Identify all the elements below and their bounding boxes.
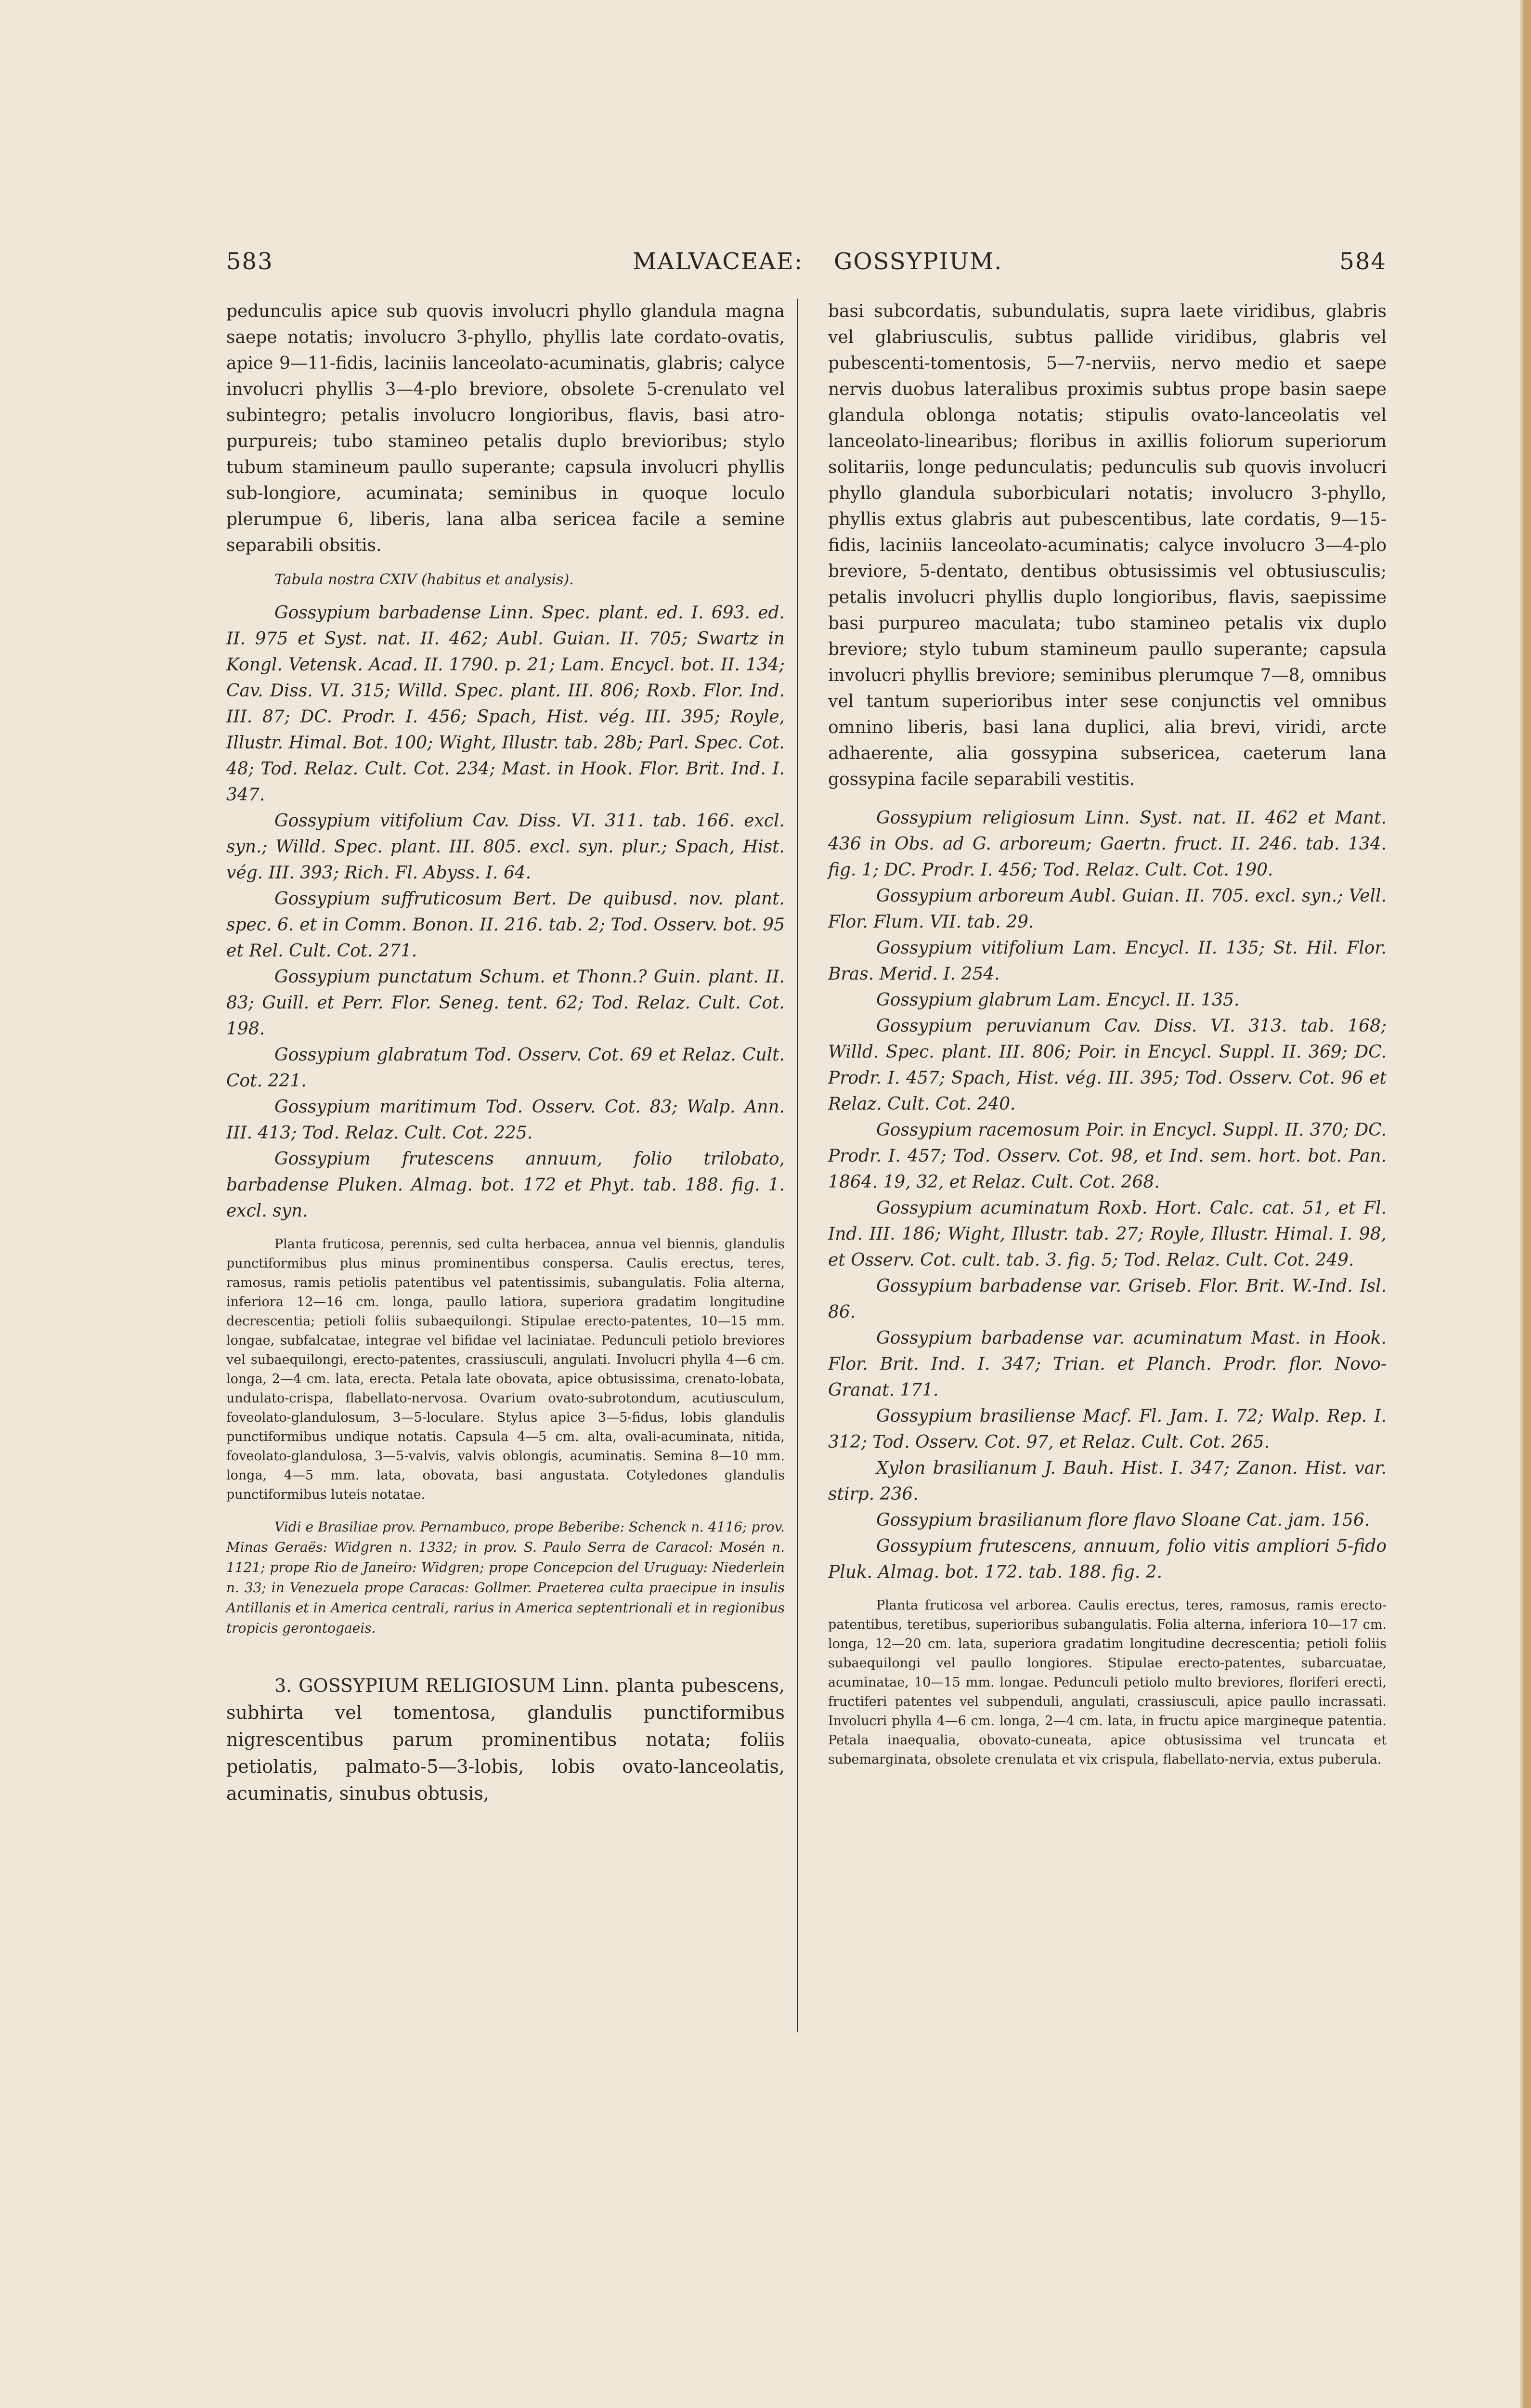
right-running-title: GOSSYPIUM. xyxy=(834,248,1003,275)
right-page-number: 584 xyxy=(1339,248,1387,275)
synonym-entry: Xylon brasilianum J. Bauh. Hist. I. 347; Zanon. Hist. var. stirp. 236. xyxy=(828,1458,1387,1504)
synonym-entry: Gossypium barbadense var. Griseb. Flor. Brit. W.-Ind. Isl. 86. xyxy=(828,1276,1387,1322)
left-page-number: 583 xyxy=(226,248,273,275)
synonym-entry: Gossypium glabratum Tod. Osserv. Cot. 69 et Relaz. Cult. Cot. 221. xyxy=(226,1045,785,1091)
page-edge xyxy=(1523,0,1531,2408)
synonym-entry: Gossypium punctatum Schum. et Thonn.? Guin. plant. II. 83; Guill. et Perr. Flor. Seneg. tent. 62; Tod. Relaz. Cult. Cot. 198. xyxy=(226,967,785,1039)
synonym-entry: Gossypium arboreum Aubl. Guian. II. 705. excl. syn.; Vell. Flor. Flum. VII. tab. 29. xyxy=(828,886,1387,932)
synonym-entry: Gossypium maritimum Tod. Osserv. Cot. 83; Walp. Ann. III. 413; Tod. Relaz. Cult. Cot. 225. xyxy=(226,1097,785,1143)
detailed-description: Planta fruticosa vel arborea. Caulis erectus, teres, ramosus, ramis erecto-patentibus, teretibus, superioribus subangulatis. Folia alterna, inferiora 10—17 cm. longa, 12—20 cm. lata, superiora gradatim longitudine decrescentia; petioli foliis subaequilongi vel paullo longiores. Stipulae erecto-patentes, subarcuatae, acuminatae, 10—15 mm. longae. Pedunculi petiolo multo breviores, floriferi erecti, fructiferi patentes vel subpenduli, angulati, crassiusculi, apice paullo incrassati. Involucri phylla 4—6 cm. longa, 2—4 cm. lata, in fructu apice margineque patentia. Petala inaequalia, obovato-cuneata, apice obtusissima vel truncata et subemarginata, obsolete crenulata et vix crispula, flabellato-nervia, extus puberula. xyxy=(828,1598,1387,1767)
column-divider xyxy=(797,299,798,2032)
left-running-title: MALVACEAE: xyxy=(633,248,803,275)
synonym-entry: Gossypium frutescens, annuum, folio vitis ampliori 5-fido Pluk. Almag. bot. 172. tab. 188. fig. 2. xyxy=(828,1536,1387,1582)
synonym-entry: Gossypium barbadense var. acuminatum Mast. in Hook. Flor. Brit. Ind. I. 347; Trian. et Planch. Prodr. flor. Novo-Granat. 171. xyxy=(828,1328,1387,1400)
synonym-entry: Gossypium barbadense Linn. Spec. plant. ed. I. 693. ed. II. 975 et Syst. nat. II. 462; Aubl. Guian. II. 705; Swartz in Kongl. Vetensk. Acad. II. 1790. p. 21; Lam. Encycl. bot. II. 134; Cav. Diss. VI. 315; Willd. Spec. plant. III. 806; Roxb. Flor. Ind. III. 87; DC. Prodr. I. 456; Spach, Hist. vég. III. 395; Royle, Illustr. Himal. Bot. 100; Wight, Illustr. tab. 28b; Parl. Spec. Cot. 48; Tod. Relaz. Cult. Cot. 234; Mast. in Hook. Flor. Brit. Ind. I. 347. xyxy=(226,603,785,805)
synonym-entry: Gossypium brasilianum flore flavo Sloane Cat. jam. 156. xyxy=(876,1510,1370,1530)
synonym-entry: Gossypium vitifolium Lam. Encycl. II. 135; St. Hil. Flor. Bras. Merid. I. 254. xyxy=(828,938,1387,984)
specimens-seen: Vidi e Brasiliae prov. Pernambuco, prope Beberibe: Schenck n. 4116; prov. Minas Geraës: Widgren n. 1332; in prov. S. Paulo Serra de Caracol: Mosén n. 1121; prope Rio de Janeiro: Widgren; prope Concepcion del Uruguay: Niederlein n. 33; in Venezuela prope Caracas: Gollmer. Praeterea culta praecipue in insulis Antillanis et in America centrali, rarius in America septentrionali et in regionibus tropicis gerontogaeis. xyxy=(226,1519,785,1636)
synonym-entry: Gossypium frutescens annuum, folio trilobato, barbadense Pluken. Almag. bot. 172 et Phyt. tab. 188. fig. 1. excl. syn. xyxy=(226,1149,785,1221)
synonym-entry: Gossypium glabrum Lam. Encycl. II. 135. xyxy=(876,990,1240,1010)
species-heading: 3. GOSSYPIUM RELIGIOSUM Linn. planta pubescens, subhirta vel tomentosa, glandulis punctiformibus nigrescentibus parum prominentibus notata; foliis petiolatis, palmato-5—3-lobis, lobis ovato-lanceolatis, acuminatis, sinubus obtusis, xyxy=(226,1675,785,1804)
synonym-entry: Gossypium suffruticosum Bert. De quibusd. nov. plant. spec. 6. et in Comm. Bonon. II. 216. tab. 2; Tod. Osserv. bot. 95 et Rel. Cult. Cot. 271. xyxy=(226,889,785,961)
plate-caption: Tabula nostra CXIV (habitus et analysis). xyxy=(274,571,574,588)
right-description: basi subcordatis, subundulatis, supra laete viridibus, glabris vel glabriusculis, subtus pallide viridibus, glabris vel pubescenti-tomentosis, 5—7-nerviis, nervo medio et saepe nervis duobus lateralibus proximis subtus prope basin saepe glandula oblonga notatis; stipulis ovato-lanceolatis vel lanceolato-linearibus; floribus in axillis foliorum superiorum solitariis, longe pedunculatis; pedunculis sub quovis involucri phyllo glandula suborbiculari notatis; involucro 3-phyllo, phyllis extus glabris aut pubescentibus, late cordatis, 9—15-fidis, laciniis lanceolato-acuminatis; calyce involucro 3—4-plo breviore, 5-dentato, dentibus obtusissimis vel obtusiusculis; petalis involucri phyllis duplo longioribus, flavis, saepissime basi purpureo maculata; tubo stamineo petalis vix duplo breviore; stylo tubum stamineum paullo superante; capsula involucri phyllis breviore; seminibus plerumque 7—8, omnibus vel tantum superioribus inter sese conjunctis vel omnibus omnino liberis, basi lana duplici, alia brevi, viridi, arcte adhaerente, alia gossypina subsericea, caeterum lana gossypina facile separabili vestitis. xyxy=(828,301,1387,789)
synonym-entry: Gossypium peruvianum Cav. Diss. VI. 313. tab. 168; Willd. Spec. plant. III. 806; Poir. in Encycl. Suppl. II. 369; DC. Prodr. I. 457; Spach, Hist. vég. III. 395; Tod. Osserv. Cot. 96 et Relaz. Cult. Cot. 240. xyxy=(828,1016,1387,1114)
left-description: pedunculis apice sub quovis involucri phyllo glandula magna saepe notatis; involucro 3-phyllo, phyllis late cordato-ovatis, apice 9—11-fidis, laciniis lanceolato-acuminatis, glabris; calyce involucri phyllis 3—4-plo breviore, obsolete 5-crenulato vel subintegro; petalis involucro longioribus, flavis, basi atro-purpureis; tubo stamineo petalis duplo brevioribus; stylo tubum stamineum paullo superante; capsula involucri phyllis sub-longiore, acuminata; seminibus in quoque loculo plerumpue 6, liberis, lana alba sericea facile a semine separabili obsitis. xyxy=(226,301,785,555)
left-column xyxy=(226,299,785,1807)
synonym-entry: Gossypium brasiliense Macf. Fl. Jam. I. 72; Walp. Rep. I. 312; Tod. Osserv. Cot. 97, et Relaz. Cult. Cot. 265. xyxy=(828,1406,1387,1452)
synonym-entry: Gossypium acuminatum Roxb. Hort. Calc. cat. 51, et Fl. Ind. III. 186; Wight, Illustr. tab. 27; Royle, Illustr. Himal. I. 98, et Osserv. Cot. cult. tab. 3. fig. 5; Tod. Relaz. Cult. Cot. 249. xyxy=(828,1198,1387,1270)
detailed-description: Planta fruticosa, perennis, sed culta herbacea, annua vel biennis, glandulis punctiformibus plus minus prominentibus conspersa. Caulis erectus, teres, ramosus, ramis petiolis patentibus vel patentissimis, subangulatis. Folia alterna, inferiora 12—16 cm. longa, paullo latiora, superiora gradatim longitudine decrescentia; petioli foliis subaequilongi. Stipulae erecto-patentes, 10—15 mm. longae, subfalcatae, integrae vel bifidae vel laciniatae. Pedunculi petiolo breviores vel subaequilongi, erecto-patentes, crassiusculi, angulati. Involucri phylla 4—6 cm. longa, 2—4 cm. lata, erecta. Petala late obovata, apice obtusissima, crenato-lobata, undulato-crispa, flabellato-nervosa. Ovarium ovato-subrotondum, acutiusculum, foveolato-glandulosum, 3—5-loculare. Stylus apice 3—5-fidus, lobis glandulis punctiformibus undique notatis. Capsula 4—5 cm. alta, ovali-acuminata, nitida, foveolato-glandulosa, 3—5-valvis, valvis oblongis, acuminatis. Semina 8—10 mm. longa, 4—5 mm. lata, obovata, basi angustata. Cotyledones glandulis punctiformibus luteis notatae. xyxy=(226,1237,785,1502)
synonym-entry: Gossypium vitifolium Cav. Diss. VI. 311. tab. 166. excl. syn.; Willd. Spec. plant. III. 805. excl. syn. plur.; Spach, Hist. vég. III. 393; Rich. Fl. Abyss. I. 64. xyxy=(226,811,785,883)
running-header xyxy=(226,248,1387,282)
right-column xyxy=(828,299,1387,1769)
synonym-entry: Gossypium racemosum Poir. in Encycl. Suppl. II. 370; DC. Prodr. I. 457; Tod. Osserv. Cot. 98, et Ind. sem. hort. bot. Pan. 1864. 19, 32, et Relaz. Cult. Cot. 268. xyxy=(828,1120,1387,1192)
synonym-entry: Gossypium religiosum Linn. Syst. nat. II. 462 et Mant. 436 in Obs. ad G. arboreum; Gaertn. fruct. II. 246. tab. 134. fig. 1; DC. Prodr. I. 456; Tod. Relaz. Cult. Cot. 190. xyxy=(828,808,1387,880)
